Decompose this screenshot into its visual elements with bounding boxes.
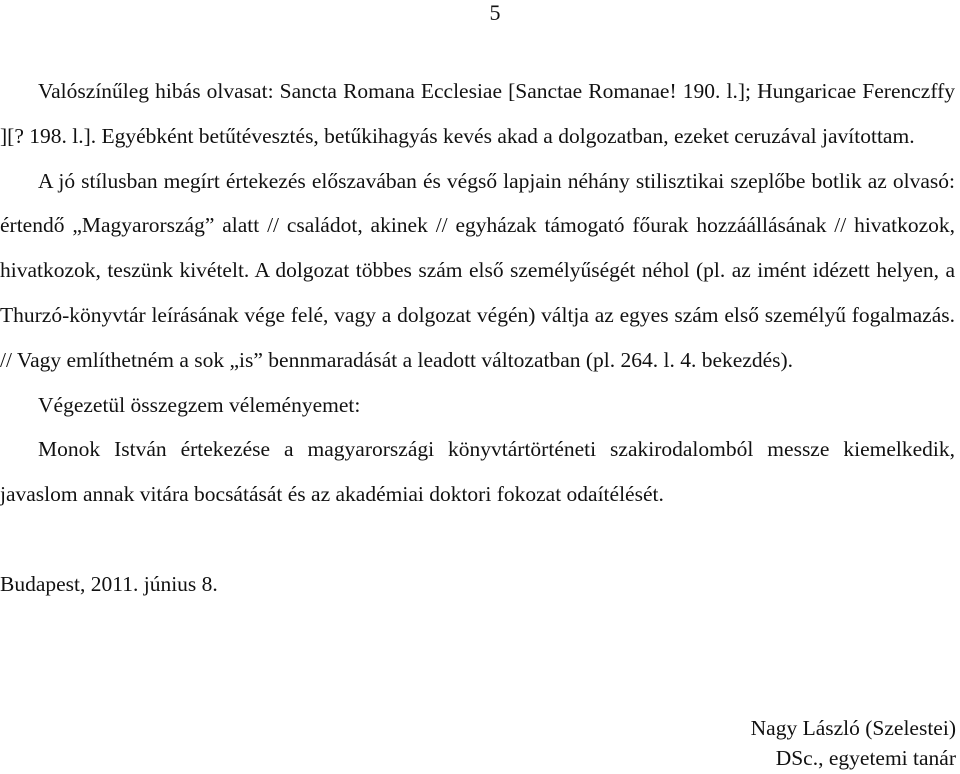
signature-block (751, 713, 956, 773)
spacer (0, 517, 955, 562)
paragraph-stylistic-notes: A jó stílusban megírt értekezés előszavában és végső lapjain néhány stilisztikai szeplőbe botlik az olvasó: értendő „Magyarország” alatt // családot, akinek // egyházak támogató főurak hozzáállásának // hivatkozok, hivatkozok, teszünk kivételt. A dolgozat többes szám első személyűségét néhol (pl. az imént idézett helyen, a Thurzó-könyvtár leírásának vége felé, vagy a dolgozat végén) váltja az egyes szám első személyű fogalmazás. // Vagy említhetném a sok „is” bennmaradását a leadott változatban (pl. 264. l. 4. bekezdés). (0, 168, 955, 372)
paragraph-conclusion: Monok István értekezése a magyarországi könyvtártörténeti szakirodalomból messze kiemelkedik, javaslom annak vitára bocsátását és az akadémiai doktori fokozat odaítélését. (0, 437, 955, 507)
paragraph-reading-errors: Valószínűleg hibás olvasat: Sancta Romana Ecclesiae [Sanctae Romanae! 190. l.]; Hungaricae Ferenczffy ][? 198. l.]. Egyébként betűtévesztés, betűkihagyás kevés akad a dolgozatban, ezeket ceruzával javítottam. (0, 79, 955, 148)
signature-title: DSc., egyetemi tanár (775, 746, 956, 770)
document-body (0, 69, 955, 607)
date-line: Budapest, 2011. június 8. (0, 571, 218, 596)
paragraph-summary-intro: Végezetül összegzem véleményemet: (38, 392, 361, 417)
page-number: 5 (489, 0, 501, 25)
signature-name: Nagy László (Szelestei) (750, 716, 956, 740)
